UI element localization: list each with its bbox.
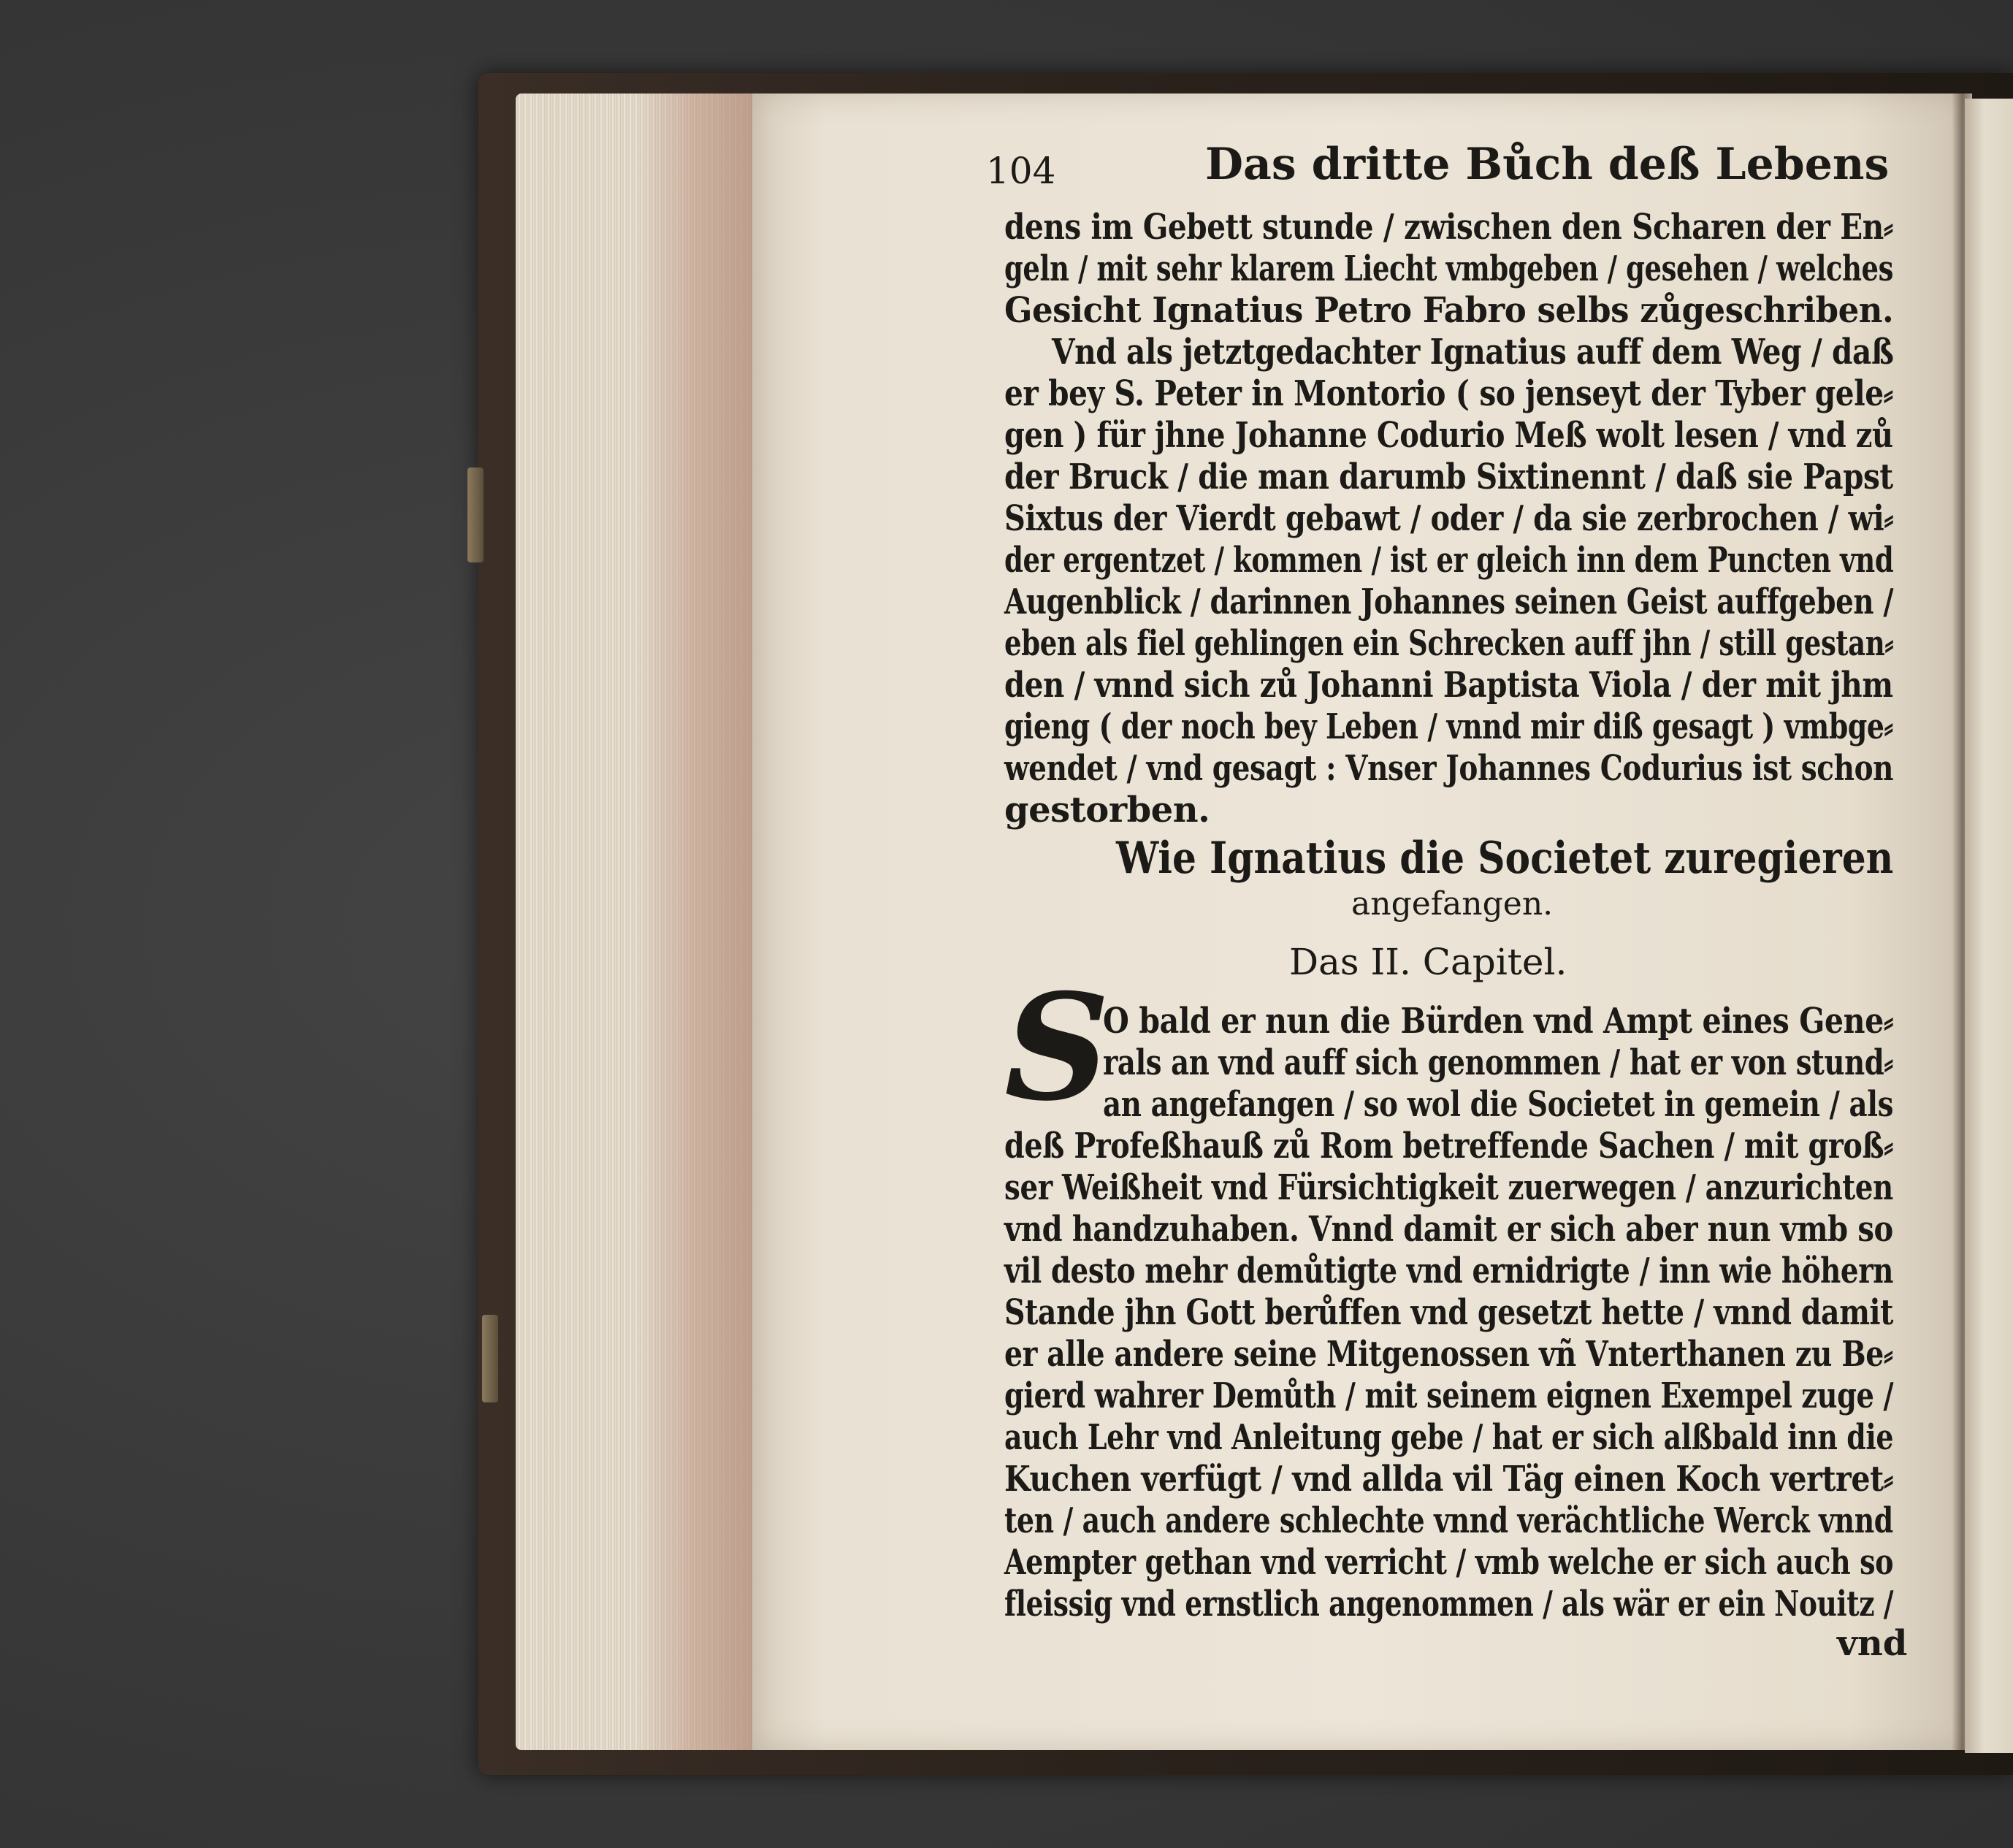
text-line: an angefangen / so wol die Societet in gemein / als (1103, 1084, 1894, 1125)
text-line: deß Profeßhauß zů Rom betreffende Sachen / mit groß⸗ (1004, 1126, 1893, 1167)
text-line: eben als fiel gehlingen ein Schrecken auff jhn / still gestan⸗ (1004, 623, 1894, 664)
text-line: er bey S. Peter in Montorio ( so jenseyt der Tyber gele⸗ (1004, 373, 1893, 414)
text-line: Aempter gethan vnd verricht / vmb welche er sich auch so (1004, 1542, 1894, 1583)
catchword: vnd (1837, 1623, 1908, 1664)
text-line: Kuchen verfügt / vnd allda vil Täg einen Koch vertret⸗ (1004, 1459, 1894, 1500)
text-line: Vnd als jetztgedachter Ignatius auff dem Weg / daß (1052, 332, 1894, 373)
text-line: gestorben. (1004, 790, 1210, 831)
page-number: 104 (986, 150, 1056, 192)
text-line: den / vnnd sich zů Johanni Baptista Viola / der mit jhm (1004, 665, 1893, 706)
section-heading: Wie Ignatius die Societet zuregieren (1116, 833, 1894, 884)
drop-cap: S (1004, 962, 1110, 1134)
clasp-lower (482, 1315, 498, 1402)
text-line: er alle andere seine Mitgenossen vñ Vnterthanen zu Be⸗ (1004, 1334, 1893, 1375)
text-line: Gesicht Ignatius Petro Fabro selbs zůgeschriben. (1004, 290, 1894, 331)
running-head: Das dritte Bůch deß Lebens (1205, 139, 1890, 190)
text-line: fleissig vnd ernstlich angenommen / als wär er ein Nouitz / (1004, 1584, 1894, 1624)
text-line: der ergentzet / kommen / ist er gleich inn dem Puncten vnd (1004, 540, 1894, 581)
text-line: wendet / vnd gesagt : Vnser Johannes Codurius ist schon (1004, 748, 1894, 789)
text-line: Sixtus der Vierdt gebawt / oder / da sie zerbrochen / wi⸗ (1004, 498, 1894, 539)
page-edges-shade (635, 93, 771, 1750)
text-line: auch Lehr vnd Anleitung gebe / hat er sich alßbald inn die (1004, 1417, 1894, 1458)
text-line: ser Weißheit vnd Fürsichtigkeit zuerwegen / anzurichten (1004, 1167, 1893, 1208)
text-line: Stande jhn Gott berůffen vnd gesetzt hette / vnnd damit (1004, 1292, 1893, 1333)
section-heading-continued: angefangen. (1351, 885, 1554, 923)
text-line: ten / auch andere schlechte vnnd verächtliche Werck vnnd (1004, 1500, 1893, 1541)
text-line: vil desto mehr demůtigte vnd ernidrigte / inn wie höhern (1004, 1251, 1893, 1291)
text-line: gieng ( der noch bey Leben / vnnd mir diß gesagt ) vmbge⸗ (1004, 706, 1893, 747)
text-line: der Bruck / die man darumb Sixtinennt / daß sie Papst (1004, 457, 1893, 497)
text-line: vnd handzuhaben. Vnnd damit er sich aber nun vmb so (1004, 1209, 1893, 1250)
text-line: Augenblick / darinnen Johannes seinen Geist auffgeben / (1004, 581, 1894, 622)
clasp-upper (467, 467, 484, 562)
text-line: gierd wahrer Demůth / mit seinem eignen Exempel zuge / (1004, 1375, 1894, 1416)
text-line: gen ) für jhne Johanne Codurio Meß wolt lesen / vnd zů (1004, 415, 1893, 456)
chapter-title: Das II. Capitel. (1289, 941, 1567, 983)
text-line: O bald er nun die Bürden vnd Ampt eines Gene⸗ (1103, 1001, 1894, 1042)
text-line: rals an vnd auff sich genommen / hat er von stund⸗ (1103, 1042, 1893, 1083)
facing-page (1965, 99, 2013, 1753)
text-line: geln / mit sehr klarem Liecht vmbgeben / gesehen / welches (1004, 248, 1894, 289)
text-line: dens im Gebett stunde / zwischen den Scharen der En⸗ (1004, 207, 1893, 248)
